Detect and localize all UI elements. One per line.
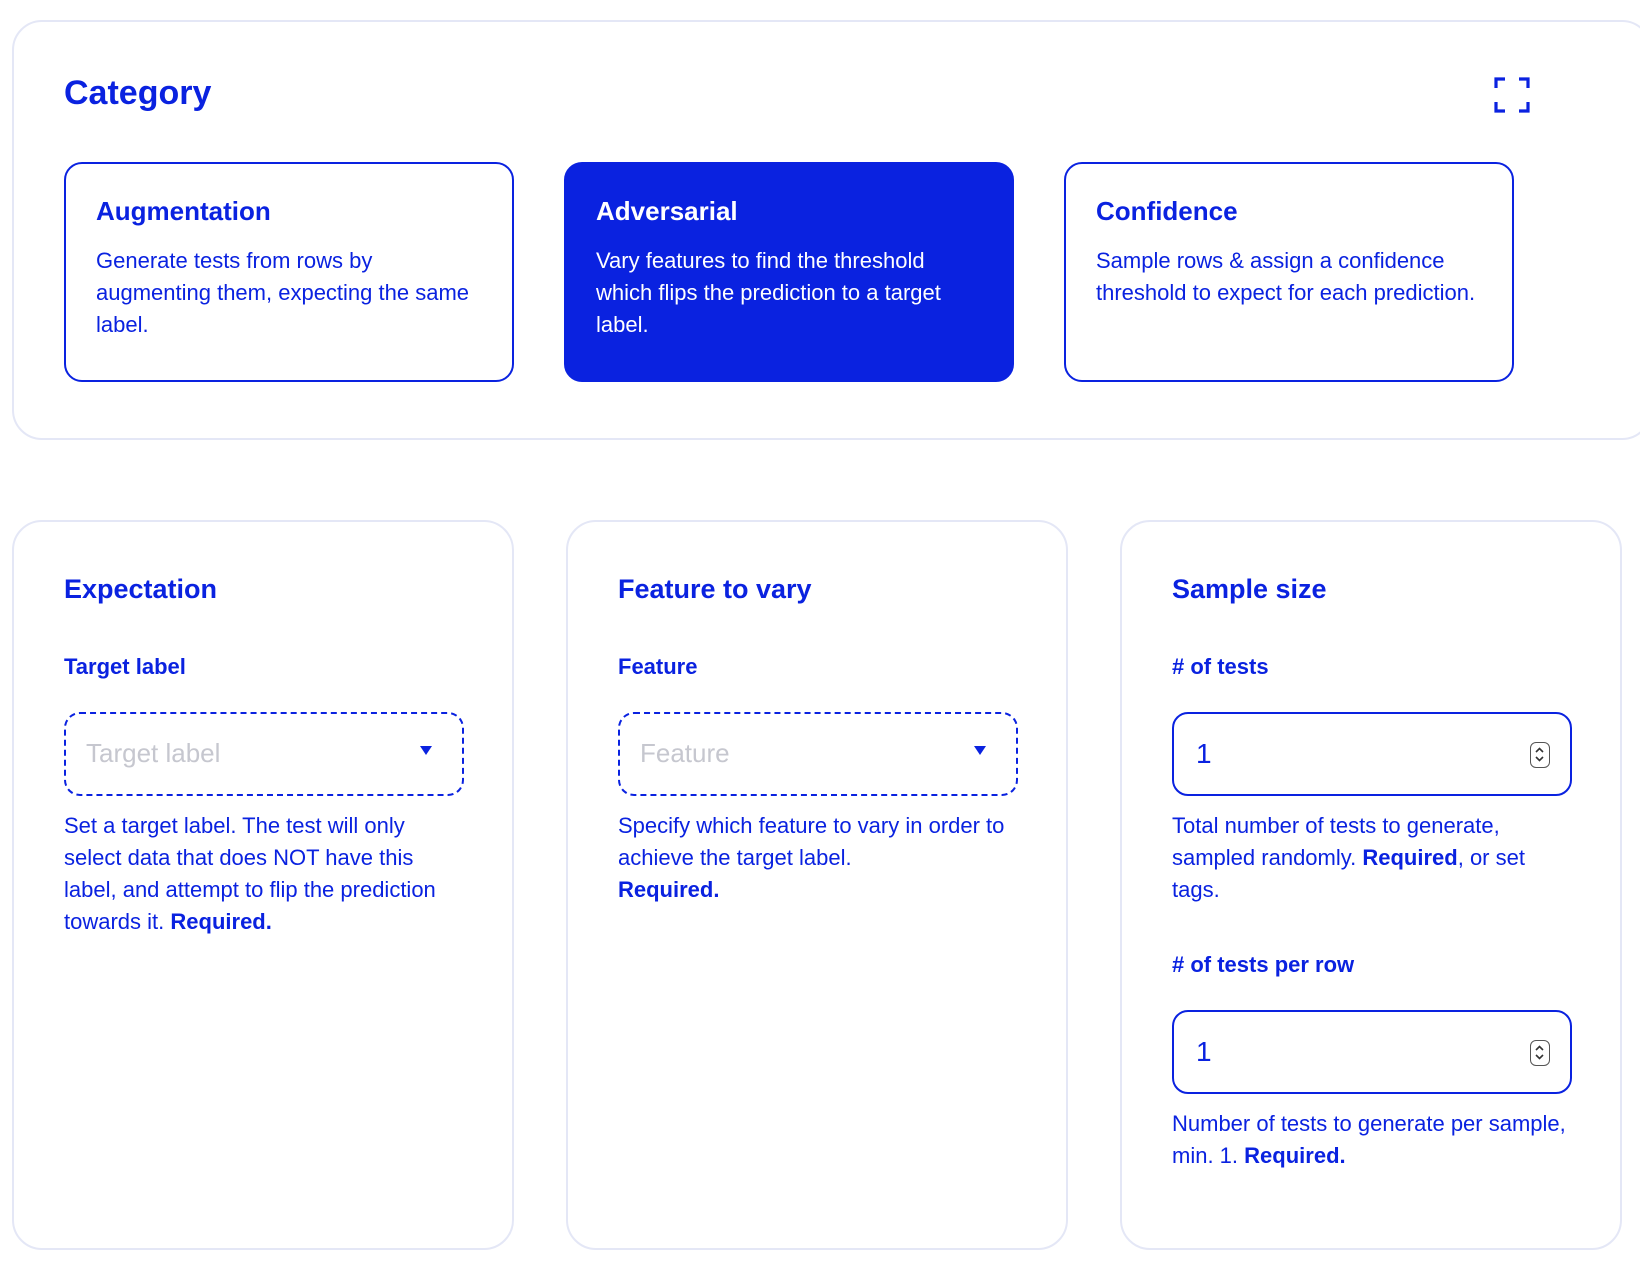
feature-panel [566, 520, 1068, 1250]
tests-per-row-input[interactable] [1172, 1010, 1572, 1094]
sample-size-panel [1120, 520, 1622, 1250]
category-card-adversarial[interactable] [564, 162, 1014, 382]
tests-per-row-label: # of tests per row [1172, 952, 1355, 977]
required-text: Required [1362, 845, 1458, 870]
caret-down-icon [420, 746, 432, 755]
target-label-select[interactable] [64, 712, 464, 796]
category-card-description: Sample rows & assign a confidence threshold to expect for each prediction. [1096, 248, 1476, 305]
fullscreen-icon [1494, 77, 1530, 113]
help-text: Total number of tests to generate, sampled randomly. [1172, 813, 1500, 870]
category-card-title: Adversarial [596, 196, 738, 226]
tests-per-row-value: 1 [1196, 1036, 1212, 1067]
stepper-icon[interactable] [1530, 1040, 1550, 1066]
expectation-panel [12, 520, 514, 1250]
feature-placeholder: Feature [640, 738, 730, 768]
help-text: , or set tags. [1172, 845, 1525, 902]
category-panel [12, 20, 1640, 440]
expectation-title: Expectation [64, 574, 218, 604]
feature-help [618, 810, 1018, 906]
required-text: Required. [170, 909, 272, 934]
num-tests-input[interactable] [1172, 712, 1572, 796]
required-text: Required. [618, 877, 720, 902]
category-card-title: Augmentation [96, 196, 271, 226]
num-tests-value: 1 [1196, 738, 1212, 769]
category-card-confidence[interactable] [1064, 162, 1514, 382]
category-card-augmentation[interactable] [64, 162, 514, 382]
num-tests-help [1172, 810, 1572, 906]
caret-down-icon [974, 746, 986, 755]
target-label-help [64, 810, 464, 938]
help-text: Number of tests to generate per sample, min. 1. [1172, 1111, 1566, 1168]
target-label-placeholder: Target label [86, 738, 221, 768]
stepper-icon[interactable] [1530, 742, 1550, 768]
feature-select[interactable] [618, 712, 1018, 796]
sample-size-title: Sample size [1172, 574, 1327, 604]
num-tests-label: # of tests [1172, 654, 1269, 679]
expand-button[interactable] [1494, 77, 1530, 113]
category-card-description: Generate tests from rows by augmenting them, expecting the same label. [96, 248, 470, 337]
category-card-description: Vary features to find the threshold which flips the prediction to a target label. [596, 248, 941, 337]
feature-title: Feature to vary [618, 574, 812, 604]
target-label-label: Target label [64, 654, 186, 679]
help-text: Set a target label. The test will only select data that does NOT have this label, and attempt to flip the prediction towards it. [64, 813, 436, 934]
required-text: Required. [1244, 1143, 1346, 1168]
help-text: Specify which feature to vary in order to achieve the target label. [618, 813, 1005, 870]
feature-label: Feature [618, 654, 698, 679]
category-card-title: Confidence [1096, 196, 1238, 226]
tests-per-row-help [1172, 1108, 1572, 1172]
category-title: Category [64, 74, 212, 112]
